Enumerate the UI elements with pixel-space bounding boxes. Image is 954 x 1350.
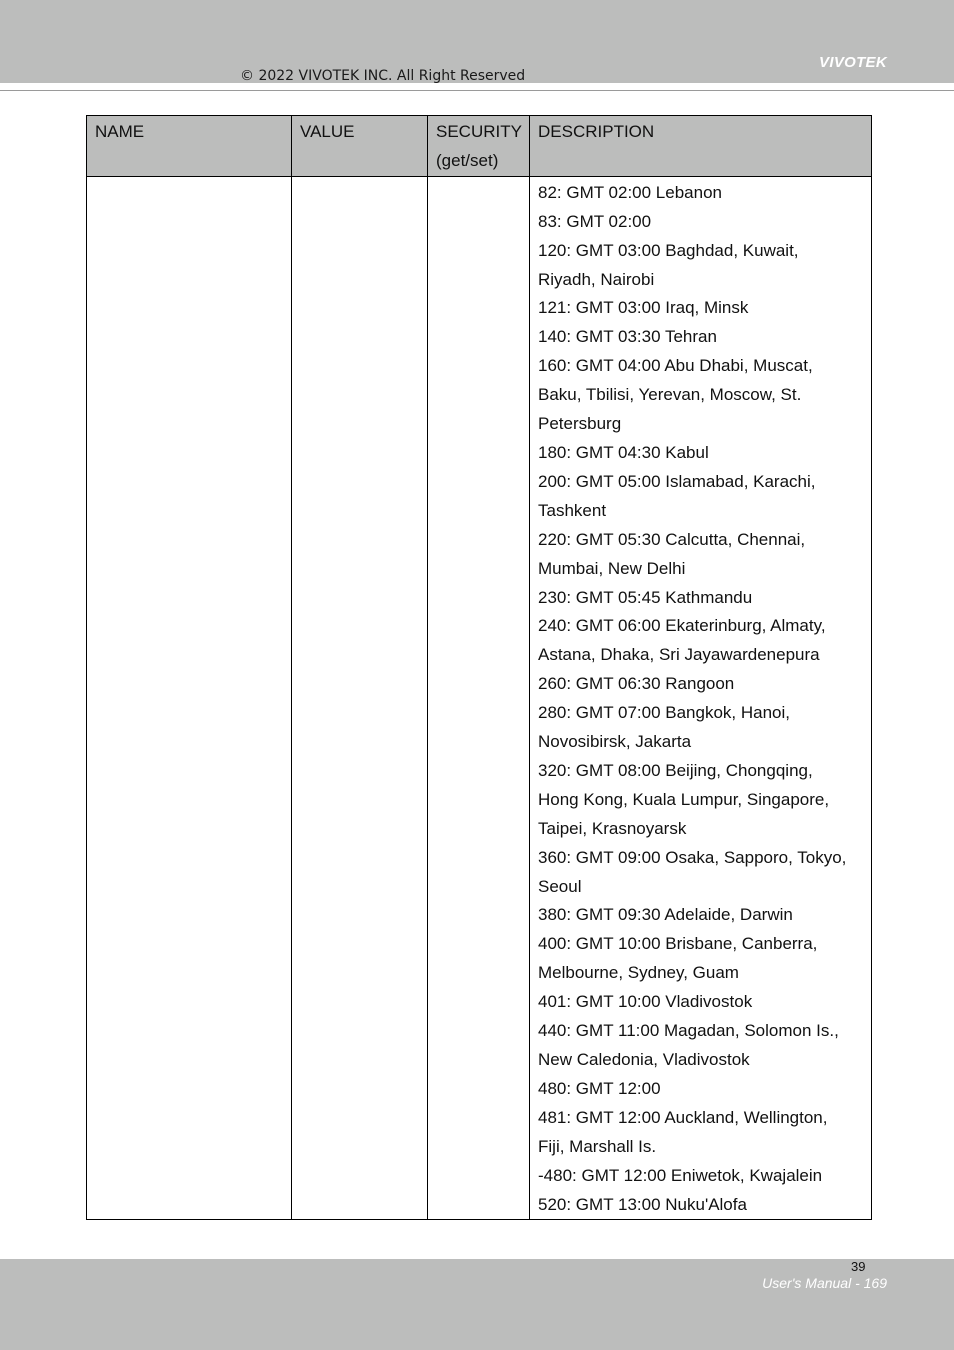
- cell-value: [292, 176, 428, 1220]
- description-line: Hong Kong, Kuala Lumpur, Singapore,: [538, 789, 830, 809]
- description-line: 401: GMT 10:00 Vladivostok: [538, 992, 753, 1012]
- description-line: 520: GMT 13:00 Nuku'Alofa: [538, 1194, 747, 1214]
- description-line: Fiji, Marshall Is.: [538, 1136, 657, 1156]
- description-line: 480: GMT 12:00: [538, 1078, 661, 1098]
- parameter-table: [86, 115, 872, 1220]
- description-line: 140: GMT 03:30 Tehran: [538, 327, 717, 347]
- description-line: Seoul: [538, 876, 582, 896]
- column-header-value: VALUE: [292, 116, 428, 177]
- description-line: Tashkent: [538, 500, 607, 520]
- column-header-name: NAME: [87, 116, 292, 177]
- description-line: 260: GMT 06:30 Rangoon: [538, 674, 735, 694]
- description-line: 380: GMT 09:30 Adelaide, Darwin: [538, 905, 793, 925]
- description-line: 83: GMT 02:00: [538, 211, 652, 231]
- header-divider: [0, 90, 954, 91]
- description-line: 320: GMT 08:00 Beijing, Chongqing,: [538, 760, 813, 780]
- description-line: 440: GMT 11:00 Magadan, Solomon Is.,: [538, 1021, 839, 1041]
- description-line: -480: GMT 12:00 Eniwetok, Kwajalein: [538, 1165, 823, 1185]
- description-line: New Caledonia, Vladivostok: [538, 1050, 750, 1069]
- cell-name: [87, 176, 292, 1220]
- cell-description: [530, 176, 872, 1220]
- column-header-security: SECURITY (get/set): [428, 116, 530, 177]
- description-line: 200: GMT 05:00 Islamabad, Karachi,: [538, 471, 816, 491]
- description-line: Mumbai, New Delhi: [538, 558, 686, 578]
- description-line: 280: GMT 07:00 Bangkok, Hanoi,: [538, 703, 791, 723]
- description-line: 160: GMT 04:00 Abu Dhabi, Muscat,: [538, 356, 813, 376]
- description-line: Novosibirsk, Jakarta: [538, 732, 692, 752]
- description-line: 180: GMT 04:30 Kabul: [538, 442, 709, 462]
- description-line: 360: GMT 09:00 Osaka, Sapporo, Tokyo,: [538, 847, 847, 867]
- description-line: Riyadh, Nairobi: [538, 269, 655, 289]
- description-line: 82: GMT 02:00 Lebanon: [538, 182, 722, 202]
- description-line: 121: GMT 03:00 Iraq, Minsk: [538, 298, 749, 318]
- description-line: 481: GMT 12:00 Auckland, Wellington,: [538, 1107, 828, 1127]
- description-line: 240: GMT 06:00 Ekaterinburg, Almaty,: [538, 616, 826, 636]
- description-line: 220: GMT 05:30 Calcutta, Chennai,: [538, 529, 806, 549]
- footer-band: [0, 1259, 954, 1350]
- table-header-row: [87, 116, 872, 177]
- description-line: Petersburg: [538, 414, 622, 434]
- manual-page-label: User's Manual - 169: [762, 1275, 887, 1291]
- description-line: 400: GMT 10:00 Brisbane, Canberra,: [538, 934, 818, 954]
- description-line: 230: GMT 05:45 Kathmandu: [538, 587, 753, 607]
- brand-logo-text: VIVOTEK: [819, 54, 887, 71]
- description-line: Taipei, Krasnoyarsk: [538, 818, 687, 838]
- page-number: 39: [851, 1259, 866, 1274]
- description-line: 120: GMT 03:00 Baghdad, Kuwait,: [538, 240, 799, 260]
- cell-security: [428, 176, 530, 1220]
- description-line: Melbourne, Sydney, Guam: [538, 963, 739, 983]
- column-header-description: DESCRIPTION: [530, 116, 872, 177]
- table-row: [87, 176, 872, 1220]
- description-line: Baku, Tbilisi, Yerevan, Moscow, St.: [538, 385, 802, 405]
- copyright-notice: © 2022 VIVOTEK INC. All Right Reserved: [240, 68, 526, 84]
- description-line: Astana, Dhaka, Sri Jayawardenepura: [538, 645, 820, 665]
